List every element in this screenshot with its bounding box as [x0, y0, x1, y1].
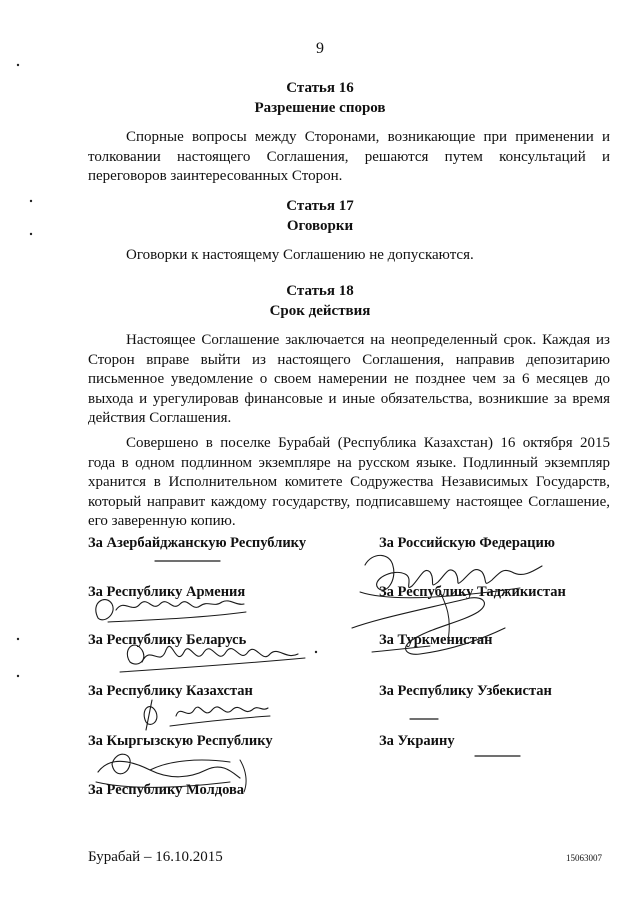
signatory-azerbaijan: За Азербайджанскую Республику: [88, 535, 307, 551]
signatory-uzbekistan: За Республику Узбекистан: [379, 683, 552, 699]
margin-mark: [17, 64, 19, 66]
kazakhstan-signature: [144, 700, 268, 730]
signatory-kyrgyzstan: За Кыргызскую Республику: [88, 733, 273, 749]
armenia-signature: [96, 600, 244, 620]
signatory-belarus: За Республику Беларусь: [88, 632, 247, 648]
article-18-number: Статья 18: [286, 283, 354, 299]
article-17-text: Оговорки к настоящему Соглашению не допускаются.: [126, 247, 474, 263]
article-17-number: Статья 17: [286, 198, 354, 214]
belarus-signature-stroke: [120, 658, 305, 672]
article-17-title: Оговорки: [286, 218, 354, 234]
footer-document-code: 15063007: [566, 853, 602, 863]
article-18-text: Настоящее Соглашение заключается на неопределенный срок. Каждая из Сторон вправе выйти из настоящего Соглашения, направив депозитарию письменное уведомление о своем намерении не позднее чем за 6 месяцев до выхода и урегулировав финансовые и иные обязательства, возникшие за время действия Соглашения.: [88, 332, 610, 426]
signatory-russia: За Российскую Федерацию: [379, 535, 555, 551]
page-number: 9: [316, 40, 324, 57]
signatory-moldova: За Республику Молдова: [88, 782, 245, 798]
signatory-ukraine: За Украину: [379, 733, 455, 749]
article-16-number: Статья 16: [286, 80, 354, 96]
signatory-kazakhstan: За Республику Казахстан: [88, 683, 253, 699]
article-18-heading: [0, 281, 640, 321]
kyrgyzstan-signature: [98, 754, 240, 778]
armenia-signature-stroke: [108, 612, 246, 622]
article-17-heading: [0, 196, 640, 236]
article-16-title: Разрешение споров: [254, 100, 386, 116]
signatory-armenia: За Республику Армения: [88, 584, 246, 600]
kazakhstan-signature-stroke: [170, 716, 270, 726]
closing-paragraph: Совершено в поселке Бурабай (Республика Казахстан) 16 октября 2015 года в одном подлинном экземпляре на русском языке. Подлинный экземпляр хранится в Исполнительном комитете Содружества Независимых Государств, который направит каждому государству, подписавшему настоящее Соглашение, его заверенную копию.: [88, 435, 610, 529]
article-16-heading: [0, 78, 640, 118]
signatory-turkmenistan: За Туркменистан: [379, 632, 493, 648]
belarus-dot: [315, 651, 317, 653]
signatory-tajikistan: За Республику Таджикистан: [379, 584, 566, 600]
footer-place-date: Бурабай – 16.10.2015: [88, 849, 223, 865]
margin-mark: [17, 675, 19, 677]
article-16-text: Спорные вопросы между Сторонами, возникающие при применении и толковании настоящего Соглашения, решаются путем консультаций и переговоров заинтересованных Сторон.: [88, 129, 610, 184]
margin-mark: [17, 638, 19, 640]
article-18-title: Срок действия: [269, 303, 371, 319]
